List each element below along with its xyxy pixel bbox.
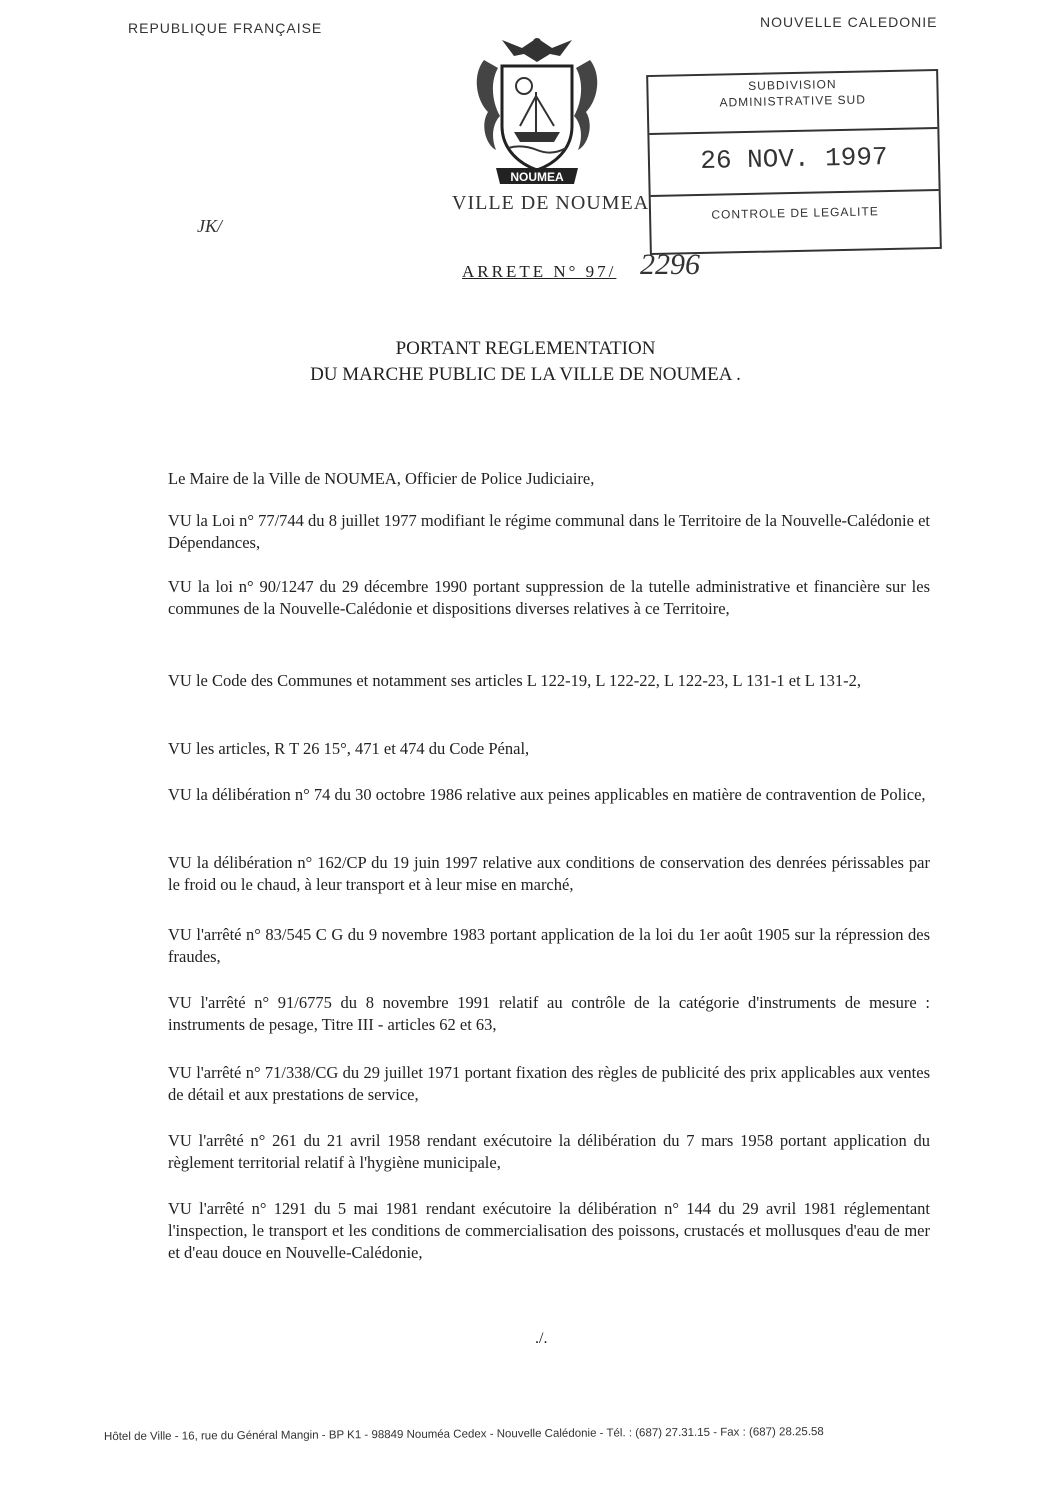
paragraph-maire: Le Maire de la Ville de NOUMEA, Officier de Police Judiciaire, — [168, 469, 595, 488]
stamp-date: 26 NOV. 1997 — [700, 142, 888, 176]
paragraph-vu-code-communes: VU le Code des Communes et notamment ses articles L 122-19, L 122-22, L 122-23, L 131-1 et L 131-2, — [168, 671, 862, 690]
paragraph-vu-code-penal: VU les articles, R T 26 15°, 471 et 474 du Code Pénal, — [168, 739, 530, 758]
legality-stamp — [646, 69, 942, 255]
paragraph-vu-loi-1977: VU la Loi n° 77/744 du 8 juillet 1977 modifiant le régime communal dans le Territoire de la Nouvelle-Calédonie et Dépendances, — [168, 511, 930, 552]
page-continuation-mark: ./. — [535, 1330, 548, 1347]
header-nouvelle-caledonie: NOUVELLE CALEDONIE — [760, 14, 938, 30]
stamp-subdivision: SUBDIVISION — [748, 77, 837, 93]
paragraph-vu-deliberation-162: VU la délibération n° 162/CP du 19 juin 1997 relative aux conditions de conservation des denrées périssables par le froid ou le chaud, à leur transport et à leur mise en marché, — [168, 853, 930, 894]
crest-banner-label: NOUMEA — [510, 170, 564, 184]
paragraph-vu-loi-1990: VU la loi n° 90/1247 du 29 décembre 1990 portant suppression de la tutelle administrative et financière sur les communes de la Nouvelle-Calédonie et dispositions diverses relatives à ce Territoire, — [168, 577, 930, 618]
stamp-divider-top — [649, 127, 937, 135]
paragraph-vu-arrete-83-545: VU l'arrêté n° 83/545 C G du 9 novembre 1983 portant application de la loi du 1er août 1905 sur la répression des fraudes, — [168, 925, 930, 966]
stamp-controle: CONTROLE DE LEGALITE — [711, 204, 879, 222]
title-line-1: PORTANT REGLEMENTATION — [395, 338, 656, 359]
stamp-administrative: ADMINISTRATIVE SUD — [719, 92, 867, 110]
stamp-divider-bottom — [651, 189, 939, 197]
author-initials: JK/ — [197, 216, 222, 236]
footer-address: Hôtel de Ville - 16, rue du Général Mangin - BP K1 - 98849 Nouméa Cedex - Nouvelle Calédonie - Tél. : (687) 27.31.15 - Fax : (687) 28.25.58 — [103, 1426, 824, 1444]
arrete-label: ARRETE N° 97/ — [462, 262, 617, 281]
paragraph-vu-deliberation-74: VU la délibération n° 74 du 30 octobre 1986 relative aux peines applicables en matière de contravention de Police, — [168, 785, 926, 804]
city-caption: VILLE DE NOUMEA — [452, 192, 650, 214]
paragraph-vu-arrete-91-6775: VU l'arrêté n° 91/6775 du 8 novembre 1991 relatif au contrôle de la catégorie d'instruments de mesure : instruments de pesage, Titre III - articles 62 et 63, — [168, 993, 930, 1034]
paragraph-vu-arrete-261: VU l'arrêté n° 261 du 21 avril 1958 rendant exécutoire la délibération du 7 mars 1958 portant application du règlement territorial relatif à l'hygiène municipale, — [168, 1131, 930, 1172]
paragraph-vu-arrete-71-338: VU l'arrêté n° 71/338/CG du 29 juillet 1971 portant fixation des règles de publicité des prix applicables aux ventes de détail et aux prestations de service, — [168, 1063, 930, 1104]
paragraph-vu-arrete-1291: VU l'arrêté n° 1291 du 5 mai 1981 rendant exécutoire la délibération n° 144 du 29 avril 1981 réglementant l'inspection, le transport et les conditions de commercialisation des poissons, crustacés et mollusques d'eau de mer et d'eau douce en Nouvelle-Calédonie, — [168, 1199, 930, 1262]
noumea-crest-icon — [462, 30, 612, 190]
header-republique: REPUBLIQUE FRANÇAISE — [128, 20, 323, 36]
arrete-number: 2296 — [640, 248, 700, 281]
title-line-2: DU MARCHE PUBLIC DE LA VILLE DE NOUMEA . — [310, 364, 741, 385]
